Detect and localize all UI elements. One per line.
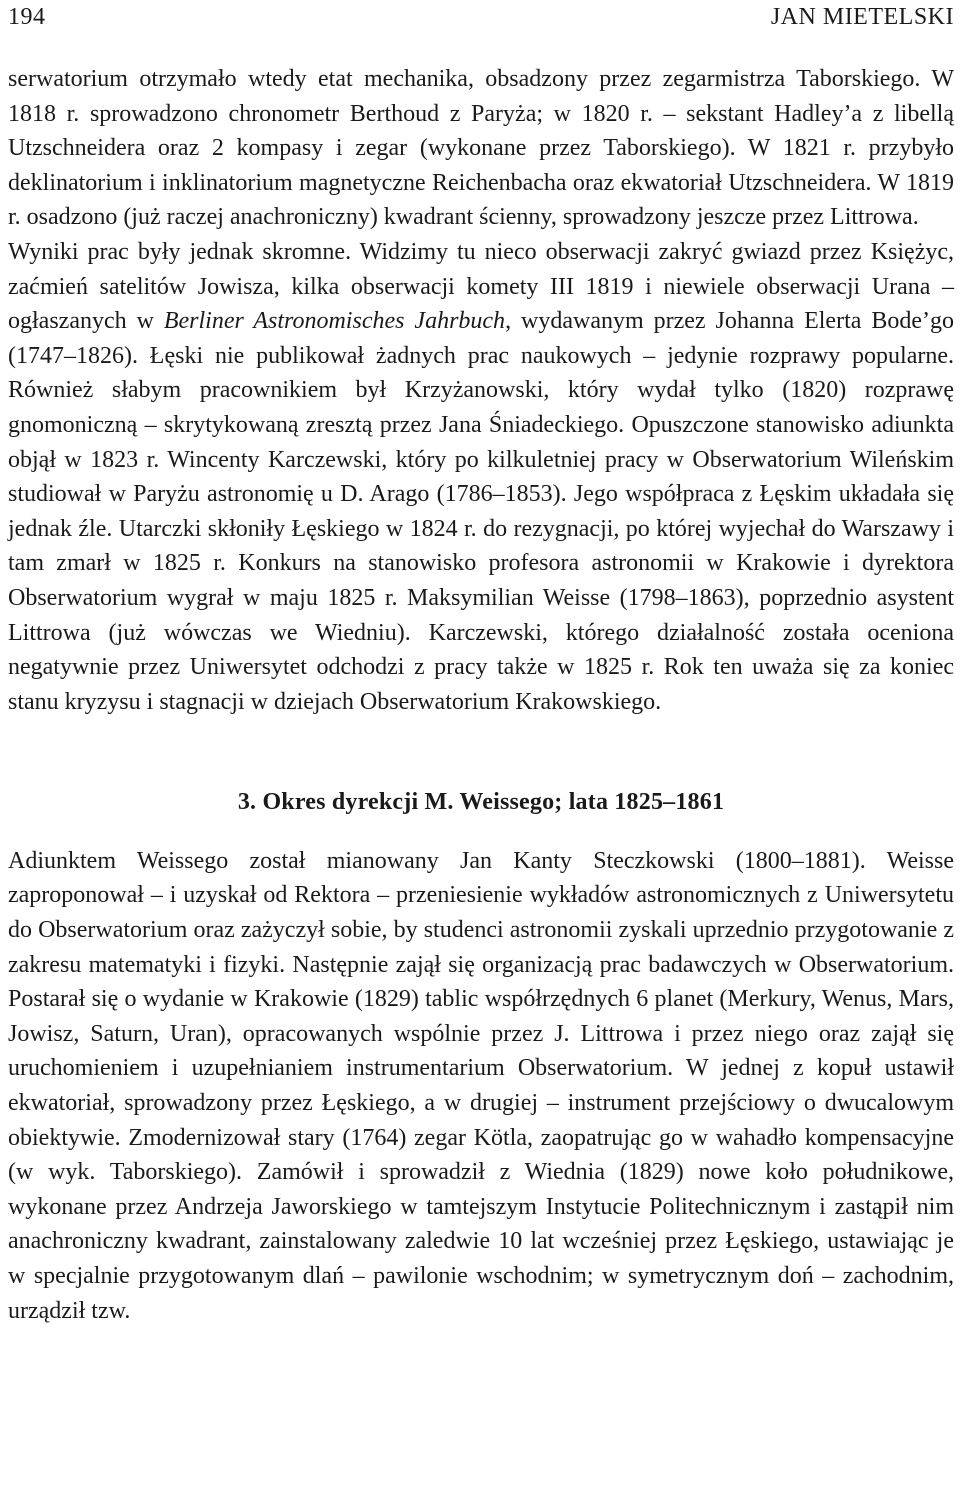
journal-title: Berliner Astronomisches Jahrbuch <box>163 308 506 335</box>
running-head <box>8 0 954 44</box>
page-number: 194 <box>8 4 46 30</box>
paragraph-2-text-a: Wyniki prac były jednak skromne. Widzimy tu nieco obserwacji zakryć gwiazd przez Księżyc, zaćmień satelitów Jowisza, kilka obserwacji komety III 1819 i niewiele obserwacji Urana – ogłaszanych w <box>8 238 954 335</box>
paragraph-3-text: Adiunktem Weissego został mianowany Jan Kanty Steczkowski (1800–1881). Weisse zaproponował – i uzyskał od Rektora – przeniesienie wykładów astronomicznych z Uniwersytetu do Obserwatorium oraz zażyczył sobie, by studenci astronomii zyskali uprzednio przygotowanie z zakresu matematyki i fizyki. Następnie zajął się organizacją prac badawczych w Obserwatorium. Postarał się o wydanie w Krakowie (1829) tablic współrzędnych 6 planet (Merkury, Wenus, Mars, Jowisz, Saturn, Uran), opracowanych wspólnie przez J. Littrowa i przez niego oraz zajął się uruchomieniem i uzupełnianiem instrumentarium Obserwatorium. W jednej z kopuł ustawił ekwatoriał, sprowadzony przez Łęskiego, a w drugiej – instrument przejściowy o dwucalowym obiektywie. Zmodernizował stary (1764) zegar Kötla, zaopatrując go w wahadło kompensacyjne (w wyk. Taborskiego). Zamówił i sprowadził z Wiednia (1829) nowe koło południkowe, wykonane przez Andrzeja Jaworskiego w tamtejszym Instytucie Politechnicznym i zastąpił nim anachroniczny kwadrant, zainstalowany zaledwie 10 lat wcześniej przez Łęskiego, ustawiając je w specjalnie przygotowanym dlań – pawilonie wschodnim; w symetrycznym doń – zachodnim, urządził tzw. <box>8 847 954 1324</box>
paragraph-2-text-b: , wydawanym przez Johanna Elerta Bode’go (1747–1826). Łęski nie publikował żadnych prac naukowych – jedynie rozprawy popularne. Również słabym pracownikiem był Krzyżanowski, który wydał tylko (1820) rozprawę gnomoniczną – skrytykowaną zresztą przez Jana Śniadeckiego. Opuszczone stanowisko adiunkta objął w 1823 r. Wincenty Karczewski, który po kilkuletniej pracy w Obserwatorium Wileńskim studiował w Paryżu astronomię u D. Arago (1786–1853). Jego współpraca z Łęskim układała się jednak źle. Utarczki skłoniły Łęskiego w 1824 r. do rezygnacji, po której wyjechał do Warszawy i tam zmarł w 1825 r. Konkurs na stanowisko profesora astronomii w Krakowie i dyrektora Obserwatorium wygrał w maju 1825 r. Maksymilian Weisse (1798–1863), poprzednio asystent Littrowa (już wówczas we Wiedniu). Karczewski, którego działalność została oceniona negatywnie przez Uniwersytet odchodzi z pracy także w 1825 r. Rok ten uważa się za koniec stanu kryzysu i stagnacji w dziejach Obserwatorium Krakowskiego. <box>8 308 954 715</box>
running-title: JAN MIETELSKI <box>770 4 954 30</box>
paragraph-1-text: serwatorium otrzymało wtedy etat mechanika, obsadzony przez zegarmistrza Taborskiego. W 1818 r. sprowadzono chronometr Berthoud z Paryża; w 1820 r. – sekstant Hadley’a z libellą Utzschneidera oraz 2 kompasy i zegar (wykonane przez Taborskiego). W 1821 r. przybyło deklinatorium i inklinatorium magnetyczne Reichenbacha oraz ekwatoriał Utzschneidera. W 1819 r. osadzono (już raczej anachroniczny) kwadrant ścienny, sprowadzony jeszcze przez Littrowa. <box>8 66 954 231</box>
body-text <box>8 62 954 1328</box>
paragraph-3 <box>8 844 954 1328</box>
paragraph-2 <box>8 235 954 719</box>
page <box>8 0 954 1328</box>
section-heading: 3. Okres dyrekcji M. Weissego; lata 1825–1861 <box>237 789 725 816</box>
paragraph-1 <box>8 62 954 235</box>
